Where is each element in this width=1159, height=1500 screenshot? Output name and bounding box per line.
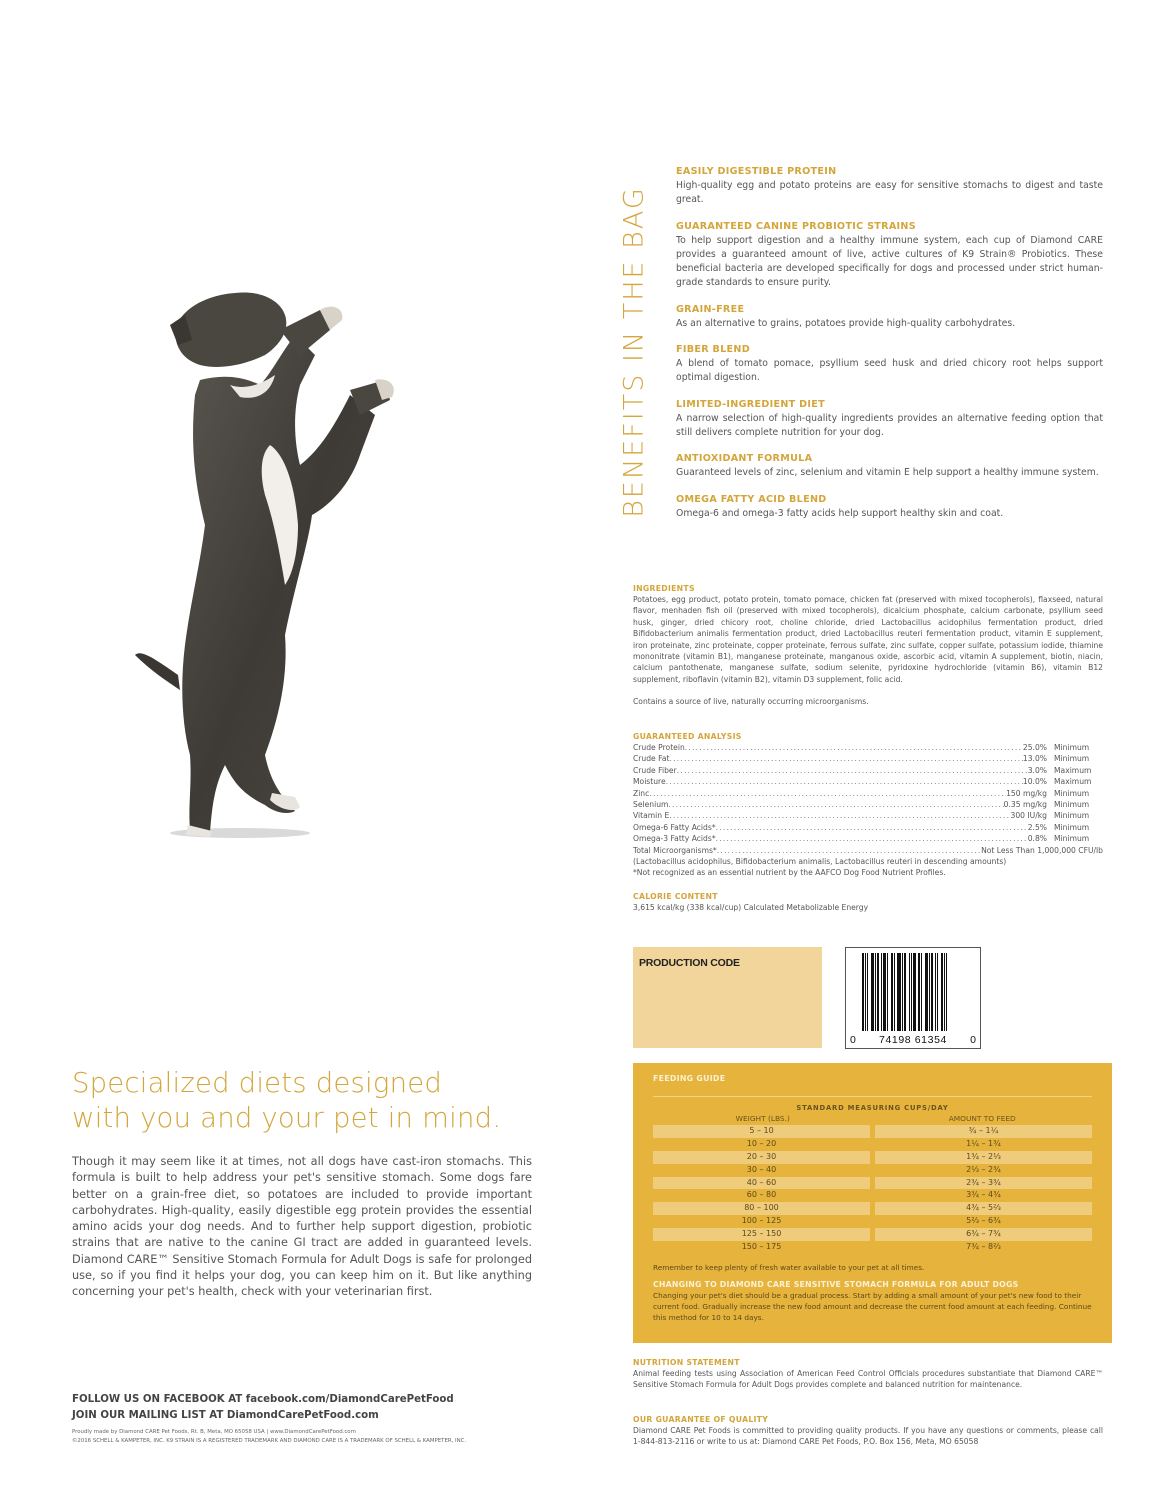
analysis-value: 25.0% xyxy=(1022,743,1047,752)
analysis-qualifier: Minimum xyxy=(1054,788,1090,798)
ingredients-title: INGREDIENTS xyxy=(633,584,695,593)
leader-dots xyxy=(677,765,1028,776)
quality-text: Diamond CARE Pet Foods is committed to providing quality products. If you have any questions or comments, please call 1-844-813-2116 or write to us at: Diamond CARE Pet Foods, P.O. Box 156, Meta, MO 65058 xyxy=(633,1426,1103,1447)
barcode-bars xyxy=(862,953,968,1031)
amount-cell: 5⅔ – 6¾ xyxy=(966,1216,1001,1226)
contains-note: Contains a source of live, naturally occurring microorganisms. xyxy=(633,697,869,707)
amount-cell: 7¾ – 8⅔ xyxy=(966,1242,1001,1252)
analysis-nutrient: Selenium xyxy=(633,800,669,810)
headline xyxy=(72,1066,552,1136)
benefits-list xyxy=(676,165,1103,533)
leader-dots xyxy=(716,822,1028,833)
benefit-item xyxy=(676,165,1103,208)
mailing-list-link[interactable]: JOIN OUR MAILING LIST AT DiamondCarePetFood.com xyxy=(72,1409,379,1421)
leader-dots xyxy=(666,776,1023,787)
weight-cell: 10 – 20 xyxy=(746,1138,777,1148)
analysis-value: 150 mg/kg xyxy=(1006,788,1047,798)
analysis-row xyxy=(633,742,1103,753)
dog-icon xyxy=(120,285,420,845)
analysis-nutrient: Crude Fiber xyxy=(633,765,677,775)
benefit-text: To help support digestion and a healthy immune system, each cup of Diamond CARE provides a guaranteed amount of live, active cultures of K9 Strain® Probiotics. These beneficial bacteria are developed specifically for dogs and processed under strict human-grade standards to ensure purity. xyxy=(676,234,1103,289)
analysis-nutrient: Crude Fat xyxy=(633,754,670,764)
guaranteed-analysis-section xyxy=(633,731,1103,879)
nutrition-statement xyxy=(633,1357,1103,1391)
quality-title: OUR GUARANTEE OF QUALITY xyxy=(633,1415,769,1424)
headline-line-1: Specialized diets designed xyxy=(72,1067,442,1099)
feeding-row xyxy=(653,1164,1092,1177)
feeding-row xyxy=(653,1138,1092,1151)
amount-cell: 1¼ – 1¾ xyxy=(966,1138,1001,1148)
analysis-value: 10.0% xyxy=(1022,777,1047,787)
legal-line-1: Proudly made by Diamond CARE Pet Foods, Rt. B, Meta, MO 65058 USA | www.DiamondCarePetFood.com xyxy=(72,1429,356,1435)
leader-dots xyxy=(649,788,1006,799)
benefit-item xyxy=(676,452,1103,480)
col-amount: AMOUNT TO FEED xyxy=(948,1114,1016,1123)
benefit-title: ANTIOXIDANT FORMULA xyxy=(676,453,813,465)
leader-dots xyxy=(668,799,1003,810)
analysis-value: 0.35 mg/kg xyxy=(1003,800,1047,810)
feeding-row xyxy=(653,1202,1092,1215)
weight-cell: 5 – 10 xyxy=(653,1125,870,1138)
analysis-nutrient: Omega-6 Fatty Acids* xyxy=(633,822,716,832)
legal-text xyxy=(72,1428,552,1446)
calorie-section xyxy=(633,891,1103,913)
benefit-item xyxy=(676,303,1103,331)
analysis-nutrient: Moisture xyxy=(633,777,666,787)
analysis-value: 0.8% xyxy=(1027,834,1047,844)
weight-cell: 80 – 100 xyxy=(653,1202,870,1215)
feeding-row xyxy=(653,1215,1092,1228)
col-weight: WEIGHT (LBS.) xyxy=(735,1114,790,1123)
analysis-row xyxy=(633,753,1103,764)
amount-cell: 1¾ – 2⅓ xyxy=(875,1151,1092,1164)
analysis-row xyxy=(633,799,1103,810)
social-links xyxy=(72,1392,552,1423)
analysis-row xyxy=(633,810,1103,821)
feeding-row xyxy=(653,1241,1092,1254)
benefit-title: OMEGA FATTY ACID BLEND xyxy=(676,493,827,505)
analysis-qualifier: Minimum xyxy=(1054,811,1090,821)
analysis-qualifier: Maximum xyxy=(1054,777,1092,787)
feeding-row xyxy=(653,1189,1092,1202)
leader-dots xyxy=(717,845,981,856)
quality-guarantee xyxy=(633,1414,1103,1448)
benefit-text: A narrow selection of high-quality ingredients provides an alternative feeding option that still delivers complete nutrition for your dog. xyxy=(676,412,1103,438)
water-note: Remember to keep plenty of fresh water available to your pet at all times. xyxy=(653,1262,925,1272)
facebook-link[interactable]: FOLLOW US ON FACEBOOK AT facebook.com/DiamondCarePetFood xyxy=(72,1394,454,1405)
amount-cell: 2¾ – 3¾ xyxy=(875,1177,1092,1190)
leader-dots xyxy=(669,753,1022,764)
analysis-nutrient: Vitamin E xyxy=(633,811,670,821)
weight-cell: 125 – 150 xyxy=(653,1228,870,1241)
barcode-left-digit: 0 xyxy=(850,1034,856,1046)
analysis-qualifier: Minimum xyxy=(1054,800,1090,810)
benefit-title: LIMITED-INGREDIENT DIET xyxy=(676,398,825,410)
analysis-value: 300 IU/kg xyxy=(1010,811,1047,821)
feeding-guide-title: FEEDING GUIDE xyxy=(653,1074,726,1083)
headline-line-2: with you and your pet in mind. xyxy=(72,1102,502,1134)
benefit-item xyxy=(676,398,1103,441)
barcode-right-digit: 0 xyxy=(970,1034,976,1046)
analysis-nutrient: Crude Protein xyxy=(633,743,685,752)
benefit-title: EASILY DIGESTIBLE PROTEIN xyxy=(676,166,837,177)
amount-cell: 3¾ – 4¾ xyxy=(966,1190,1001,1200)
benefits-vertical-label: BENEFITS IN THE BAG xyxy=(618,186,650,518)
feeding-subtitle: STANDARD MEASURING CUPS/DAY xyxy=(796,1104,949,1112)
nutrition-title: NUTRITION STATEMENT xyxy=(633,1358,740,1367)
amount-cell: 4¾ – 5⅔ xyxy=(875,1202,1092,1215)
feeding-table-header xyxy=(653,1113,1092,1125)
analysis-qualifier: Minimum xyxy=(1054,743,1090,752)
benefit-title: FIBER BLEND xyxy=(676,344,750,356)
analysis-row xyxy=(633,845,1103,856)
leader-dots xyxy=(716,833,1028,844)
analysis-qualifier: Minimum xyxy=(1054,822,1090,832)
analysis-qualifier: Minimum xyxy=(1054,834,1090,844)
calorie-text: 3,615 kcal/kg (338 kcal/cup) Calculated Metabolizable Energy xyxy=(633,903,869,912)
production-code-box xyxy=(633,947,822,1048)
feeding-row xyxy=(653,1125,1092,1138)
benefit-title: GRAIN-FREE xyxy=(676,303,745,315)
barcode-icon xyxy=(845,947,981,1049)
analysis-row xyxy=(633,788,1103,799)
analysis-qualifier: Maximum xyxy=(1054,765,1092,775)
analysis-row xyxy=(633,833,1103,844)
transition-title: CHANGING TO DIAMOND CARE SENSITIVE STOMACH FORMULA FOR ADULT DOGS xyxy=(653,1279,1019,1289)
weight-cell: 60 – 80 xyxy=(746,1190,777,1200)
weight-cell: 40 – 60 xyxy=(653,1177,870,1190)
nutrition-text: Animal feeding tests using Association of American Feed Control Officials procedures substantiate that Diamond CARE™ Sensitive Stomach Formula for Adult Dogs provides complete and balanced nutrition for maintenance. xyxy=(633,1369,1103,1390)
intro-paragraph: Though it may seem like it at times, not all dogs have cast-iron stomachs. This formula is built to help address your pet's sensitive stomach. Some dogs fare better on a grain-free diet, so potatoes are included to provide important carbohydrates. High-quality, easily digestible egg protein provides the essential amino acids your dog needs. And to further help support digestion, probiotic strains that are native to the canine GI tract are added in guaranteed levels. Diamond CARE™ Sensitive Stomach Formula for Adult Dogs is safe for prolonged use, so if you find it helps your dog, you can keep him on it. But like anything concerning your pet's health, check with your veterinarian first. xyxy=(72,1155,532,1299)
amount-cell: 6¾ – 7¾ xyxy=(875,1228,1092,1241)
benefit-text: As an alternative to grains, potatoes provide high-quality carbohydrates. xyxy=(676,317,1016,329)
weight-cell: 30 – 40 xyxy=(746,1164,777,1174)
calorie-title: CALORIE CONTENT xyxy=(633,892,718,901)
barcode-digits xyxy=(850,1035,976,1046)
analysis-value: 3.0% xyxy=(1027,765,1047,775)
feeding-row xyxy=(653,1177,1092,1190)
feeding-guide xyxy=(633,1063,1112,1343)
benefit-text: Guaranteed levels of zinc, selenium and vitamin E help support a healthy immune system. xyxy=(676,467,1099,479)
benefits-vertical-title xyxy=(612,162,656,542)
analysis-value: 13.0% xyxy=(1022,754,1047,764)
benefit-title: GUARANTEED CANINE PROBIOTIC STRAINS xyxy=(676,220,916,232)
dog-photo xyxy=(120,285,420,845)
analysis-row xyxy=(633,822,1103,833)
analysis-row xyxy=(633,765,1103,776)
benefit-text: A blend of tomato pomace, psyllium seed husk and dried chicory root helps support optimal digestion. xyxy=(676,358,1103,384)
legal-line-2: ©2016 SCHELL & KAMPETER, INC. K9 STRAIN IS A REGISTERED TRADEMARK AND DIAMOND CARE IS A TRADEMARK OF SCHELL & KAMPETER, INC. xyxy=(72,1438,467,1444)
benefit-item xyxy=(676,343,1103,386)
analysis-nutrient: Zinc xyxy=(633,788,650,798)
analysis-nutrient: Total Microorganisms* xyxy=(633,845,717,855)
feeding-row xyxy=(653,1228,1092,1241)
analysis-note-strains: (Lactobacillus acidophilus, Bifidobacterium animalis, Lactobacillus reuteri in descending amounts) xyxy=(633,857,1007,867)
analysis-title: GUARANTEED ANALYSIS xyxy=(633,732,742,741)
transition-text: Changing your pet's diet should be a gradual process. Start by adding a small amount of your pet's new food to their current food. Gradually increase the new food amount and decrease the current food amount at each feeding. Continue this method for 10 to 14 days. xyxy=(653,1290,1092,1322)
divider xyxy=(653,1096,1092,1097)
weight-cell: 100 – 125 xyxy=(741,1216,782,1226)
analysis-note-aafco: *Not recognized as an essential nutrient by the AAFCO Dog Food Nutrient Profiles. xyxy=(633,868,946,878)
amount-cell: ¾ – 1¼ xyxy=(875,1125,1092,1138)
production-code-label: PRODUCTION CODE xyxy=(639,957,740,969)
analysis-qualifier: Minimum xyxy=(1054,754,1090,764)
benefit-text: Omega-6 and omega-3 fatty acids help support healthy skin and coat. xyxy=(676,507,1004,519)
ingredients-text: Potatoes, egg product, potato protein, tomato pomace, chicken fat (preserved with mixed tocopherols), flaxseed, natural flavor, menhaden fish oil (preserved with mixed tocopherols), dicalcium phosphate, calcium carbonate, psyllium seed husk, ginger, dried chicory root, choline chloride, dried Lactobacillus acidophilus fermentation product, dried Bifidobacterium animalis fermentation product, dried Lactobacillus reuteri fermentation product, vitamin E supplement, iron proteinate, zinc proteinate, copper proteinate, ferrous sulfate, zinc sulfate, copper sulfate, potassium iodide, thiamine mononitrate (vitamin B1), manganese proteinate, manganous oxide, ascorbic acid, vitamin A supplement, biotin, niacin, calcium pantothenate, manganese sulfate, sodium selenite, pyridoxine hydrochloride (vitamin B6), vitamin B12 supplement, riboflavin (vitamin B2), vitamin D3 supplement, folic acid. xyxy=(633,595,1103,684)
leader-dots xyxy=(669,810,1010,821)
analysis-value: Not Less Than 1,000,000 CFU/lb xyxy=(981,845,1103,855)
weight-cell: 150 – 175 xyxy=(741,1242,782,1252)
feeding-row xyxy=(653,1151,1092,1164)
ingredients-section xyxy=(633,583,1103,708)
analysis-row xyxy=(633,776,1103,787)
benefit-item xyxy=(676,220,1103,291)
weight-cell: 20 – 30 xyxy=(653,1151,870,1164)
benefit-item xyxy=(676,493,1103,521)
leader-dots xyxy=(685,742,1023,753)
benefit-text: High-quality egg and potato proteins are easy for sensitive stomachs to digest and taste great. xyxy=(676,180,1103,206)
barcode-middle-digits: 74198 61354 xyxy=(879,1034,947,1046)
amount-cell: 2⅓ – 2¾ xyxy=(966,1164,1001,1174)
analysis-value: 2.5% xyxy=(1027,822,1047,832)
analysis-nutrient: Omega-3 Fatty Acids* xyxy=(633,834,716,844)
